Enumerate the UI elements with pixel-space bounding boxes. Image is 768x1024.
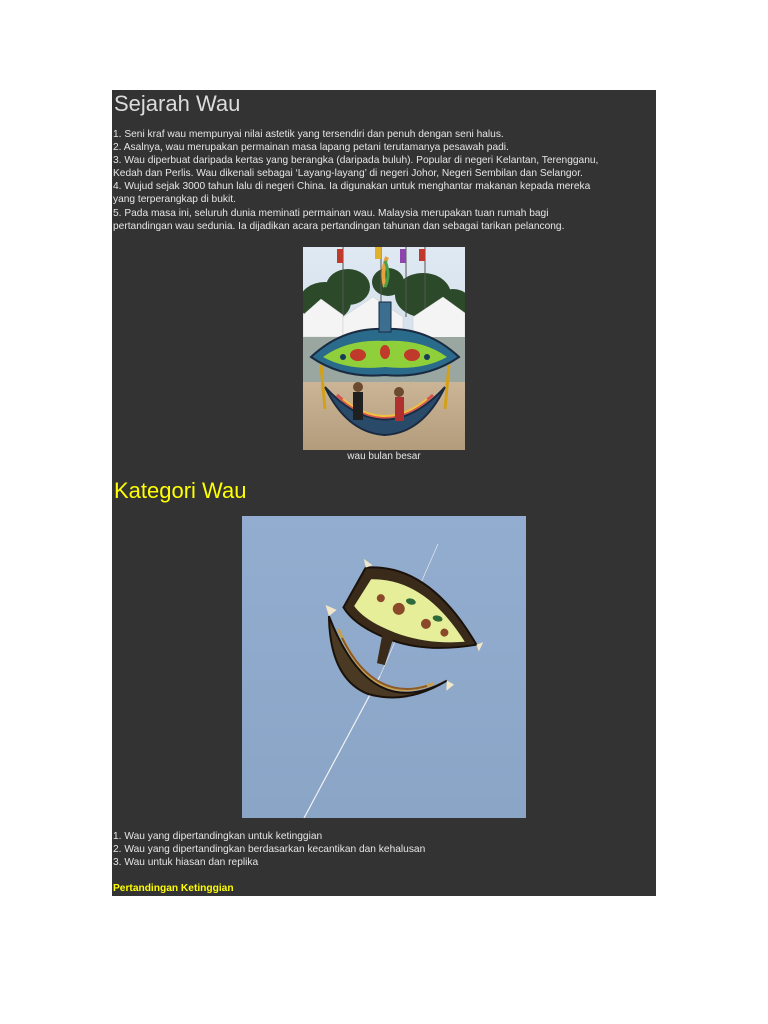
- history-line: 2. Asalnya, wau merupakan permainan masa lapang petani terutamanya pesawah padi.: [113, 142, 509, 154]
- history-line: Kedah dan Perlis. Wau dikenali sebagai ‘Layang-layang’ di negeri Johor, Negeri Sembilan dan Selangor.: [113, 168, 583, 180]
- photo1-caption: wau bulan besar: [347, 451, 421, 462]
- height-competition-subheading: Pertandingan Ketinggian: [113, 883, 234, 894]
- history-line: 1. Seni kraf wau mempunyai nilai astetik yang tersendiri dan penuh dengan seni halus.: [113, 129, 504, 140]
- category-item: 2. Wau yang dipertandingkan berdasarkan kecantikan dan kehalusan: [113, 844, 426, 856]
- content-panel: [112, 90, 656, 896]
- history-title: Sejarah Wau: [114, 91, 241, 116]
- history-paragraph: [113, 128, 655, 233]
- history-line: 4. Wujud sejak 3000 tahun lalu di negeri China. Ia digunakan untuk menghantar makanan kepada mereka: [113, 181, 591, 193]
- history-line: pertandingan wau sedunia. Ia dijadikan acara pertandingan tahunan dan sebagai tarikan pelancong.: [113, 220, 565, 232]
- history-line: 3. Wau diperbuat daripada kertas yang berangka (daripada buluh). Popular di negeri Kelantan, Terengganu,: [113, 155, 599, 167]
- kite-in-sky-photo: [242, 516, 526, 818]
- category-item: 3. Wau untuk hiasan dan replika: [113, 857, 259, 869]
- category-title: Kategori Wau: [114, 478, 247, 503]
- category-item: 1. Wau yang dipertandingkan untuk ketinggian: [113, 831, 323, 842]
- kite-on-beach-photo: [303, 247, 465, 450]
- category-list: [113, 830, 655, 869]
- history-line: 5. Pada masa ini, seluruh dunia meminati permainan wau. Malaysia merupakan tuan rumah bagi: [113, 207, 549, 219]
- history-line: yang terperangkap di bukit.: [113, 194, 236, 206]
